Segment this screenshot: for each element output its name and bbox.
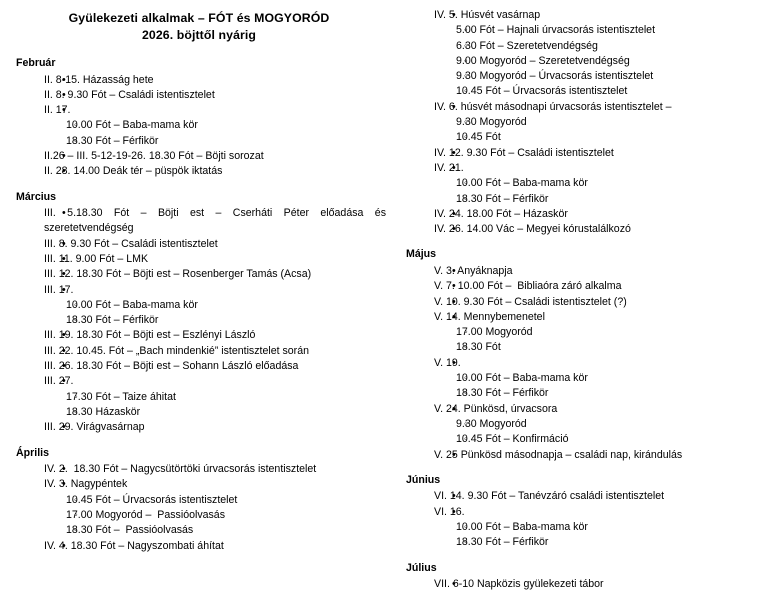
- sub-list-item: [434, 54, 764, 69]
- list-item-text: • VII. 6-10 Napközis gyülekezeti tábor: [434, 577, 764, 592]
- sub-list-item: [44, 405, 386, 420]
- list-item: [14, 267, 386, 282]
- sub-list-item-text: ◦ 10.45 Fót – Úrvacsorás istentisztelet: [66, 493, 386, 508]
- sub-list-item: [44, 298, 386, 313]
- list-item-text: • IV. 26. 14.00 Vác – Megyei kórustalálkozó: [434, 222, 764, 237]
- list-item-text: • V. 25 Pünkösd másodnapja – családi nap, kirándulás: [434, 448, 764, 463]
- left-column: [14, 56, 389, 555]
- month-event-list: [404, 577, 764, 592]
- sub-list: [44, 493, 386, 539]
- month-event-list: [404, 264, 764, 463]
- sub-list-item: [434, 130, 764, 145]
- document-title: [14, 10, 384, 44]
- sub-list-item: [44, 313, 386, 328]
- list-item-text: • V. 19.: [434, 356, 764, 371]
- list-item: [14, 344, 386, 359]
- list-item: [404, 402, 764, 448]
- sub-list: [434, 371, 764, 402]
- list-item-text: • II. 8. 9.30 Fót – Családi istentisztelet: [44, 88, 386, 103]
- sub-list-item-text: ◦ 18.30 Fót – Férfikör: [66, 313, 386, 328]
- list-item: [404, 222, 764, 237]
- sub-list-item: [44, 523, 386, 538]
- sub-list-item-text: ◦ 5.00 Fót – Hajnali úrvacsorás istentisztelet: [456, 23, 764, 38]
- list-item-text: • IV. 2. 18.30 Fót – Nagycsütörtöki úrvacsorás istentisztelet: [44, 462, 386, 477]
- month-heading: Július: [406, 561, 437, 574]
- sub-list-item-text: ◦ 10.00 Fót – Baba-mama kör: [66, 118, 386, 133]
- sub-list-item-text: ◦ 10.45 Fót – Konfirmáció: [456, 432, 764, 447]
- sub-list-item-text: ◦ 18.30 Fót – Férfikör: [456, 535, 764, 550]
- sub-list: [44, 390, 386, 421]
- list-item-text: • III. 27.: [44, 374, 386, 389]
- sub-list-item: [434, 192, 764, 207]
- list-item: [404, 100, 764, 146]
- list-item-text: • IV. 3. Nagypéntek: [44, 477, 386, 492]
- list-item-text: • III. 26. 18.30 Fót – Böjti est – Sohann László előadása: [44, 359, 386, 374]
- sub-list-item-text: ◦ 18.30 Fót: [456, 340, 764, 355]
- list-item-text: • IV. 21.: [434, 161, 764, 176]
- month-event-list: [14, 73, 386, 180]
- sub-list: [44, 298, 386, 329]
- list-item-text: • IV. 12. 9.30 Fót – Családi istentisztelet: [434, 146, 764, 161]
- sub-list-item-text: ◦ 10.45 Fót: [456, 130, 764, 145]
- list-item: [14, 462, 386, 477]
- list-item-text: • IV. 24. 18.00 Fót – Házaskör: [434, 207, 764, 222]
- right-column: [404, 8, 764, 593]
- sub-list: [44, 118, 386, 149]
- list-item-text: • III. 8. 9.30 Fót – Családi istentisztelet: [44, 237, 386, 252]
- sub-list-item-text: ◦ 9.30 Mogyoród: [456, 417, 764, 432]
- list-item: [404, 489, 764, 504]
- sub-list-item-text: ◦ 9.30 Mogyoród: [456, 115, 764, 130]
- list-item: [404, 310, 764, 356]
- sub-list: [434, 176, 764, 207]
- list-item-text: • III. 22. 10.45. Fót – „Bach mindenkié” istentisztelet során: [44, 344, 386, 359]
- sub-list-item: [434, 520, 764, 535]
- list-item-text: • III. 11. 9.00 Fót – LMK: [44, 252, 386, 267]
- list-item-text: • IV. 6. húsvét másodnapi úrvacsorás istentisztelet –: [434, 100, 764, 115]
- list-item: [404, 8, 764, 100]
- title-line-2: 2026. böjttől nyárig: [141, 28, 257, 42]
- list-item-text: • III. 19. 18.30 Fót – Böjti est – Eszlényi László: [44, 328, 386, 343]
- list-item: [404, 146, 764, 161]
- sub-list-item-text: ◦ 10.00 Fót – Baba-mama kör: [456, 371, 764, 386]
- list-item: [404, 577, 764, 592]
- sub-list-item: [44, 134, 386, 149]
- month-heading: Május: [406, 248, 437, 261]
- sub-list-item: [434, 325, 764, 340]
- sub-list-item-text: ◦ 17.00 Mogyoród: [456, 325, 764, 340]
- month-heading: Február: [16, 57, 56, 69]
- list-item-text: • VI. 14. 9.30 Fót – Tanévzáró családi istentisztelet: [434, 489, 764, 504]
- month-section: [14, 190, 389, 436]
- sub-list-item-text: ◦ 18.30 Házaskör: [66, 405, 386, 420]
- sub-list-item: [434, 69, 764, 84]
- sub-list-item: [44, 508, 386, 523]
- sub-list-item: [434, 84, 764, 99]
- sub-list-item: [434, 39, 764, 54]
- list-item-text: • III. 29. Virágvasárnap: [44, 420, 386, 435]
- sub-list-item: [44, 118, 386, 133]
- sub-list-item-text: ◦ 18.30 Fót – Férfikör: [456, 192, 764, 207]
- sub-list-item-text: ◦ 9.30 Mogyoród – Úrvacsorás istentisztelet: [456, 69, 764, 84]
- sub-list: [434, 520, 764, 551]
- list-item-text: • V. 7. 10.00 Fót – Bibliaóra záró alkalma: [434, 279, 764, 294]
- sub-list: [434, 115, 764, 146]
- sub-list-item-text: ◦ 10.00 Fót – Baba-mama kör: [456, 176, 764, 191]
- list-item: [14, 237, 386, 252]
- list-item-text: • VI. 16.: [434, 505, 764, 520]
- sub-list-item: [434, 386, 764, 401]
- sub-list-item: [434, 417, 764, 432]
- list-item: [14, 206, 389, 237]
- list-item: [404, 207, 764, 222]
- list-item-text: • III. 5.18.30 Fót – Böjti est – Cserháti Péter előadása és szeretetvendégség: [44, 206, 386, 237]
- list-item: [14, 149, 386, 164]
- sub-list-item-text: ◦ 6.30 Fót – Szeretetvendégség: [456, 39, 764, 54]
- sub-list-item: [434, 432, 764, 447]
- sub-list-item-text: ◦ 17.00 Mogyoród – Passióolvasás: [66, 508, 386, 523]
- list-item: [14, 477, 386, 538]
- list-item-text: • V. 24. Pünkösd, úrvacsora: [434, 402, 764, 417]
- title-line-1: Gyülekezeti alkalmak – FÓT és MOGYORÓD: [68, 11, 330, 25]
- list-item: [14, 164, 386, 179]
- list-item-text: • IV. 5. Húsvét vasárnap: [434, 8, 764, 23]
- list-item: [14, 73, 386, 88]
- sub-list-item: [434, 23, 764, 38]
- sub-list-item: [44, 390, 386, 405]
- list-item: [14, 328, 386, 343]
- sub-list-item-text: ◦ 10.45 Fót – Úrvacsorás istentisztelet: [456, 84, 764, 99]
- list-item-text: • II. 17.: [44, 103, 386, 118]
- month-heading: Március: [16, 190, 57, 203]
- list-item: [404, 161, 764, 207]
- list-item: [404, 448, 764, 463]
- list-item: [14, 252, 386, 267]
- sub-list-item-text: ◦ 10.00 Fót – Baba-mama kör: [66, 298, 386, 313]
- list-item-text: • II. 28. 14.00 Deák tér – püspök iktatás: [44, 164, 386, 179]
- sub-list-item: [434, 176, 764, 191]
- sub-list: [434, 325, 764, 356]
- list-item: [14, 359, 386, 374]
- sub-list-item-text: ◦ 17.30 Fót – Taize áhitat: [66, 390, 386, 405]
- month-section: [14, 446, 386, 554]
- list-item: [404, 279, 764, 294]
- sub-list-item-text: ◦ 10.00 Fót – Baba-mama kör: [456, 520, 764, 535]
- month-section: [404, 561, 764, 593]
- sub-list: [434, 23, 764, 99]
- month-heading: Április: [16, 446, 49, 459]
- list-item-text: • II. 8-15. Házasság hete: [44, 73, 386, 88]
- month-section: [404, 247, 764, 462]
- sub-list-item-text: ◦ 18.30 Fót – Férfikör: [66, 134, 386, 149]
- list-item-text: • II.26 – III. 5-12-19-26. 18.30 Fót – Böjti sorozat: [44, 149, 386, 164]
- list-item-text: • V. 10. 9.30 Fót – Családi istentisztelet (?): [434, 295, 764, 310]
- month-section: [404, 473, 764, 551]
- list-item: [404, 295, 764, 310]
- list-item: [404, 356, 764, 402]
- list-item-text: • IV. 4. 18.30 Fót – Nagyszombati áhítat: [44, 539, 386, 554]
- sub-list-item: [434, 340, 764, 355]
- list-item: [14, 420, 386, 435]
- month-event-list: [404, 489, 764, 550]
- list-item-text: • III. 17.: [44, 283, 386, 298]
- list-item: [14, 103, 386, 149]
- sub-list-item: [44, 493, 386, 508]
- month-event-list: [14, 462, 386, 554]
- list-item: [14, 539, 386, 554]
- list-item-text: • V. 3. Anyáknapja: [434, 264, 764, 279]
- month-heading: Június: [406, 473, 441, 486]
- list-item: [404, 264, 764, 279]
- sub-list-item: [434, 115, 764, 130]
- sub-list-item: [434, 371, 764, 386]
- list-item: [14, 374, 386, 420]
- list-item-text: • III. 12. 18.30 Fót – Böjti est – Rosenberger Tamás (Acsa): [44, 267, 386, 282]
- month-event-list: [14, 206, 389, 435]
- sub-list-item-text: ◦ 18.30 Fót – Passióolvasás: [66, 523, 386, 538]
- month-section: [404, 8, 764, 237]
- sub-list-item-text: ◦ 18.30 Fót – Férfikör: [456, 386, 764, 401]
- month-section: [14, 56, 386, 180]
- list-item-text: • V. 14. Mennybemenetel: [434, 310, 764, 325]
- month-event-list: [404, 8, 764, 237]
- list-item: [404, 505, 764, 551]
- sub-list-item-text: ◦ 9.00 Mogyoród – Szeretetvendégség: [456, 54, 764, 69]
- list-item: [14, 283, 386, 329]
- list-item: [14, 88, 386, 103]
- sub-list: [434, 417, 764, 448]
